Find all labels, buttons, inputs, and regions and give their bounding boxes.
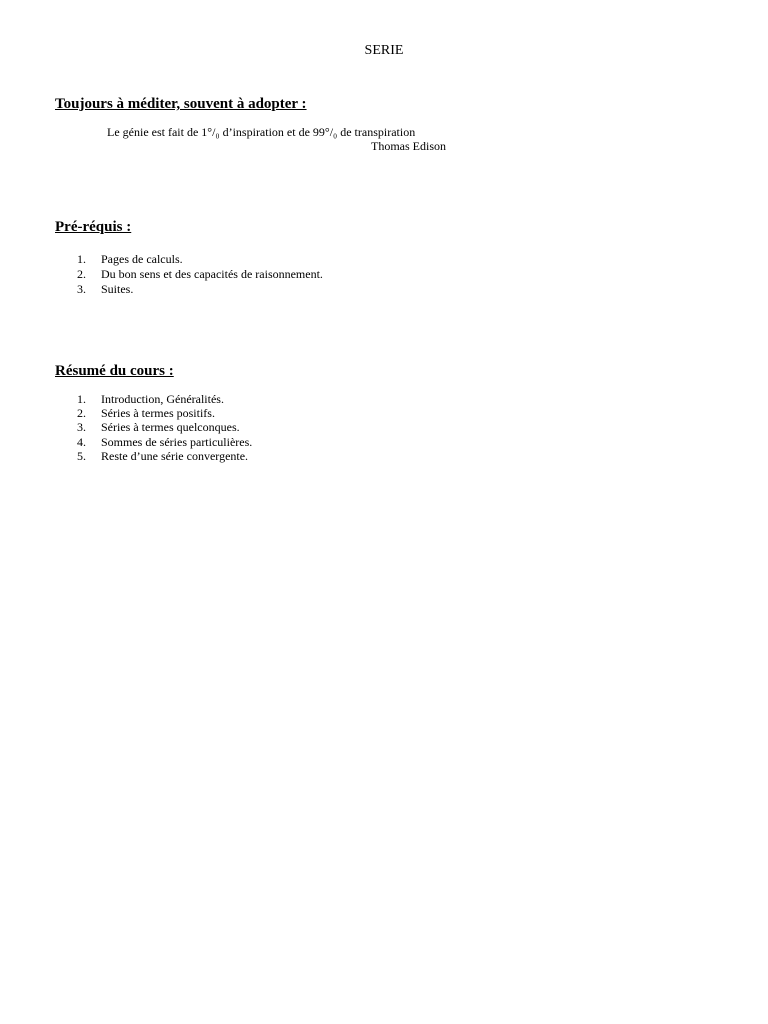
prerequisites-list (0, 252, 768, 297)
list-item-text: Pages de calculs. (101, 252, 183, 266)
list-item-number: 2. (77, 406, 86, 421)
list-item-text: Reste d’une série convergente. (101, 448, 249, 463)
epigraph-quote: Le génie est fait de 1°/₀ d’inspiration et de 99°/₀ de transpiration (107, 125, 416, 139)
list-item-text: Sommes de séries particulières. (101, 434, 253, 449)
list-item-number: 5. (77, 448, 86, 463)
list-item-number: 3. (77, 420, 86, 435)
epigraph-author: Thomas Edison (371, 139, 446, 153)
list-item-number: 1. (77, 252, 86, 266)
list-item-number: 3. (77, 282, 86, 296)
list-item-text: Séries à termes quelconques. (101, 420, 240, 435)
list-item-text: Introduction, Généralités. (101, 392, 224, 406)
list-item (0, 449, 768, 463)
list-item-text: Séries à termes positifs. (101, 406, 215, 421)
list-item-text: Suites. (101, 282, 134, 296)
document-title: SERIE (364, 43, 404, 58)
list-item-number: 1. (77, 392, 86, 406)
list-item-number: 2. (77, 267, 86, 281)
list-item (0, 252, 768, 267)
list-item (0, 406, 768, 420)
summary-list (0, 392, 768, 463)
list-item (0, 420, 768, 434)
epigraph-heading: Toujours à méditer, souvent à adopter : (55, 96, 307, 112)
list-item-text: Du bon sens et des capacités de raisonnement. (101, 267, 323, 281)
list-item (0, 392, 768, 406)
prerequisites-heading: Pré-réquis : (55, 219, 132, 235)
summary-heading: Résumé du cours : (55, 363, 174, 379)
list-item (0, 267, 768, 282)
list-item (0, 435, 768, 449)
list-item (0, 282, 768, 297)
list-item-number: 4. (77, 434, 86, 449)
